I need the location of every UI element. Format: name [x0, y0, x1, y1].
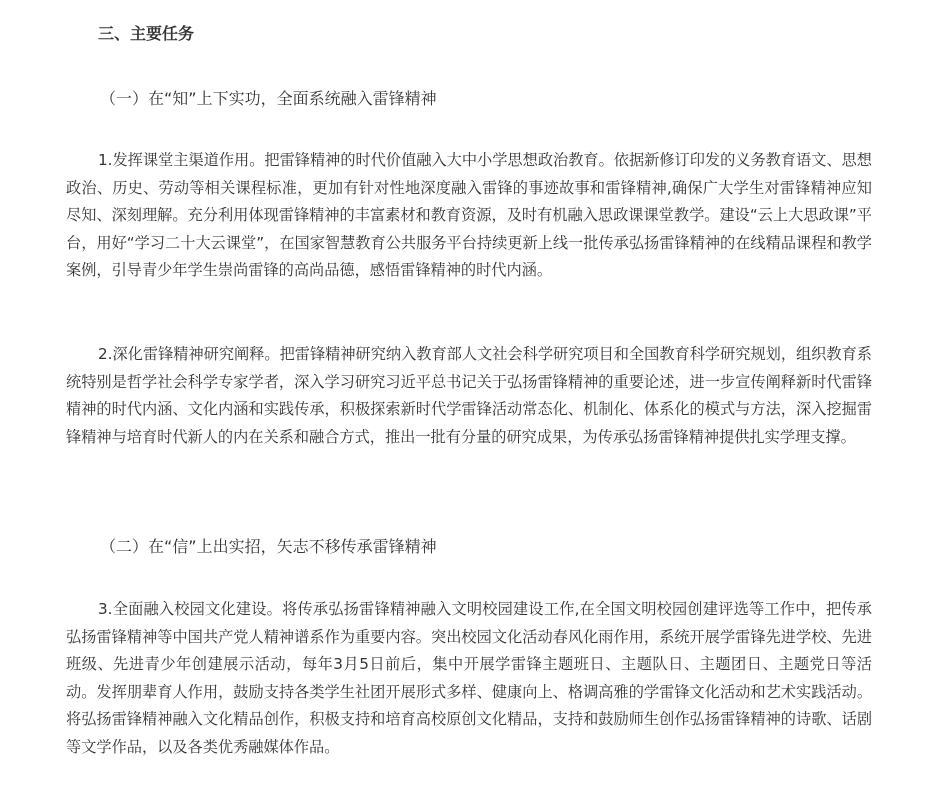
paragraph-3: 3.全面融入校园文化建设。将传承弘扬雷锋精神融入文明校园建设工作,在全国文明校园创建评选等工作中，把传承弘扬雷锋精神等中国共产党人精神谱系作为重要内容。突出校园文化活动春风化雨作用，系统开展学雷锋先进学校、先进班级、先进青少年创建展示活动，每年3月5日前后，集中开展学雷锋主题班日、主题队日、主题团日、主题党日等活动。发挥朋辈育人作用，鼓励支持各类学生社团开展形式多样、健康向上、格调高雅的学雷锋文化活动和艺术实践活动。将弘扬雷锋精神融入文化精品创作，积极支持和培育高校原创文化精品，支持和鼓励师生创作弘扬雷锋精神的诗歌、话剧等文学作品，以及各类优秀融媒体作品。 [66, 600, 872, 756]
subsection-title-1: （一）在“知”上下实功，全面系统融入雷锋精神 [100, 89, 437, 108]
paragraph-2: 2.深化雷锋精神研究阐释。把雷锋精神研究纳入教育部人文社会科学研究项目和全国教育科学研究规划，组织教育系统特别是哲学社会科学专家学者，深入学习研究习近平总书记关于弘扬雷锋精神的重要论述，进一步宣传阐释新时代雷锋精神的时代内涵、文化内涵和实践传承，积极探索新时代学雷锋活动常态化、机制化、体系化的模式与方法，深入挖掘雷锋精神与培育时代新人的内在关系和融合方式，推出一批有分量的研究成果，为传承弘扬雷锋精神提供扎实学理支撑。 [66, 345, 872, 446]
section-title: 三、主要任务 [98, 24, 195, 43]
paragraph-1: 1.发挥课堂主渠道作用。把雷锋精神的时代价值融入大中小学思想政治教育。依据新修订印发的义务教育语文、思想政治、历史、劳动等相关课程标准，更加有针对性地深度融入雷锋的事迹故事和雷锋精神,确保广大学生对雷锋精神应知尽知、深刻理解。充分利用体现雷锋精神的丰富素材和教育资源，及时有机融入思政课课堂教学。建设“云上大思政课”平台，用好“学习二十大云课堂”，在国家智慧教育公共服务平台持续更新上线一批传承弘扬雷锋精神的在线精品课程和教学案例，引导青少年学生崇尚雷锋的高尚品德，感悟雷锋精神的时代内涵。 [66, 151, 872, 279]
subsection-title-2: （二）在“信”上出实招，矢志不移传承雷锋精神 [100, 537, 437, 556]
